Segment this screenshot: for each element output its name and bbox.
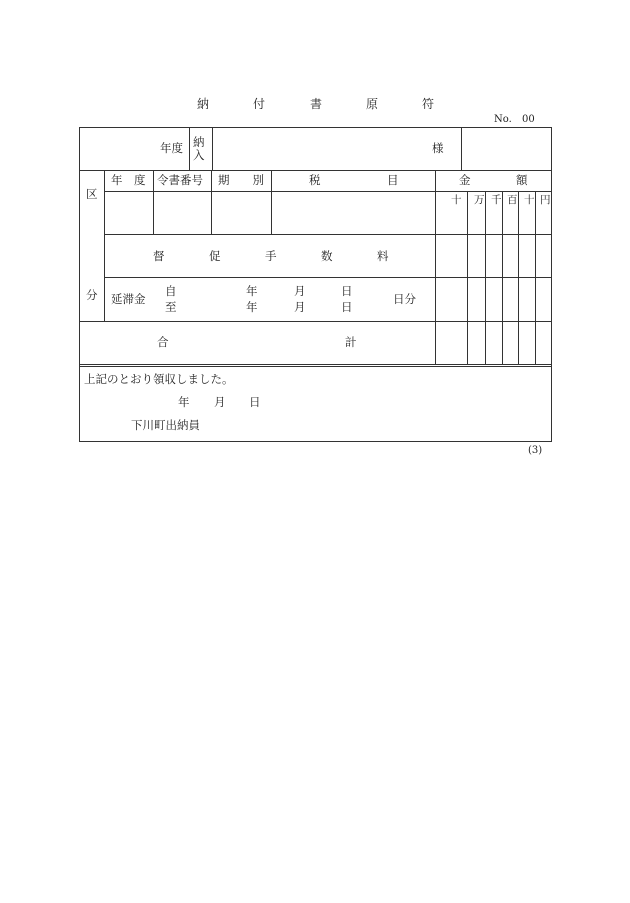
column-kibetsu: 期 別 [218,173,264,187]
total-label-first: 合 [157,335,169,349]
title-char: 書 [310,97,323,111]
digit-label: 十 [451,194,462,206]
nendo-label: 年度 [160,141,183,155]
column-reisho-bango: 令書番号 [157,173,203,187]
nounyu-label-bottom: 入 [193,148,205,162]
entai-days: 日分 [393,292,416,306]
column-kingaku-first: 金 [459,173,471,187]
entai-label: 延滞金 [111,292,146,306]
column-nendo: 年 度 [111,173,146,187]
total-label-second: 計 [345,335,357,349]
title-char: 納 [197,97,210,111]
kubun-bottom: 分 [86,288,98,302]
receipt-officer: 下川町出納員 [131,418,200,432]
title-char: 原 [366,97,379,111]
tokusoku-char: 促 [209,249,221,263]
digit-label: 万 [474,194,485,206]
receipt-text: 上記のとおり領収しました。 [84,372,234,386]
column-zeimoku-first: 税 [309,173,321,187]
page-number: (3) [528,445,543,456]
number-value: 00 [522,114,535,125]
title-char: 付 [253,97,266,111]
entai-to: 至 [165,300,177,314]
column-zeimoku-second: 目 [387,173,399,187]
entai-from-year: 年 [246,284,258,298]
receipt-month: 月 [214,395,226,409]
nounyu-label-top: 納 [193,135,205,149]
digit-label: 十 [524,194,535,206]
digit-label: 円 [540,194,551,206]
digit-label: 百 [507,194,518,206]
tokusoku-char: 料 [377,249,389,263]
entai-from: 自 [165,284,177,298]
column-kingaku-second: 額 [516,173,528,187]
tokusoku-char: 数 [321,249,333,263]
number-label: No. [494,114,512,125]
tokusoku-char: 督 [153,249,165,263]
kubun-top: 区 [86,187,98,201]
entai-to-day: 日 [341,300,353,314]
receipt-year: 年 [178,395,190,409]
entai-from-day: 日 [341,284,353,298]
entai-to-year: 年 [246,300,258,314]
title-char: 符 [422,97,435,111]
sama-label: 様 [432,141,444,155]
digit-label: 千 [491,194,502,206]
entai-from-month: 月 [294,284,306,298]
tokusoku-char: 手 [265,249,277,263]
entai-to-month: 月 [294,300,306,314]
receipt-day: 日 [249,395,261,409]
